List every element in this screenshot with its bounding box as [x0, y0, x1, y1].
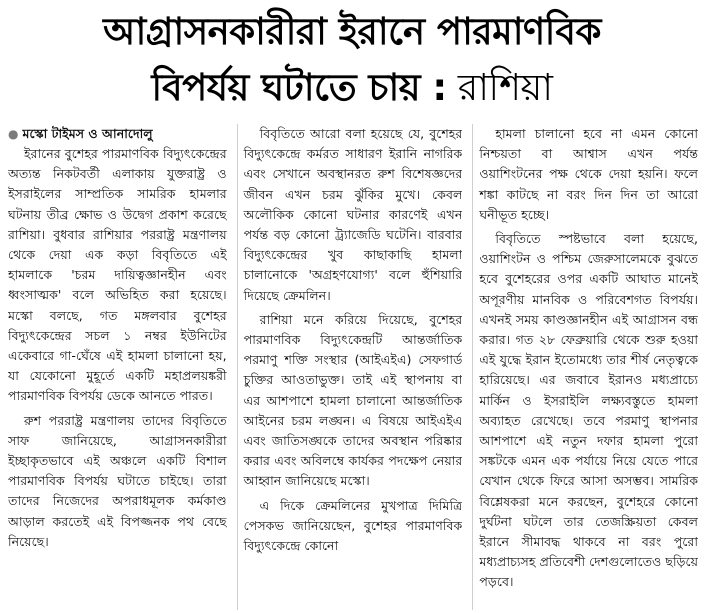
headline	[0, 0, 704, 120]
article-body	[8, 124, 698, 610]
headline-attribution: রাশিয়া	[446, 66, 553, 109]
column-3	[472, 124, 698, 610]
headline-line-2	[0, 60, 704, 116]
headline-main: বিপর্যয় ঘটাতে চায় :	[151, 66, 447, 109]
paragraph: এ দিকে ক্রেমলিনের মুখপাত্র দিমিত্রি পেসকভ জানিয়েছেন, বুশেহর পারমাণবিক বিদ্যুৎকেন্দ্রে কোনো	[243, 497, 463, 554]
paragraph: রাশিয়া মনে করিয়ে দিয়েছে, বুশেহর পারমাণবিক বিদ্যুৎকেন্দ্রটি আন্তর্জাতিক পরমাণু শক্তি সংস্থার (আইএইএ) সেফগার্ড চুক্তির আওতাভুক্ত। তাই এই স্থাপনায় বা এর আশপাশে হামলা চালানো আন্তর্জাতিক আইনের চরম লঙ্ঘন। এ বিষয়ে আইএইএ এবং জাতিসঙ্ঘকে তাদের অবস্থান পরিষ্কার করার এবং অবিলম্বে কার্যকর পদক্ষেপ নেয়ার আহ্বান জানিয়েছে মস্কো।	[243, 311, 463, 489]
bullet-icon: ●	[8, 127, 19, 141]
column-1	[8, 124, 227, 610]
headline-line-1: আগ্রাসনকারীরা ইরানে পারমাণবিক	[103, 10, 601, 53]
paragraph: বিবৃতিতে আরো বলা হয়েছে যে, বুশেহর বিদ্যুৎকেন্দ্রে কর্মরত সাধারণ ইরানি নাগরিক এবং সেখানে অবস্থানরত রুশ বিশেষজ্ঞদের জীবন এখন চরম ঝুঁকির মুখে। কেবল অলৌকিক কোনো ঘটনার কারণেই এখন পর্যন্ত বড় কোনো ট্র্যাজেডি ঘটেনি। বারবার বিদ্যুৎকেন্দ্রের খুব কাছাকাছি হামলা চালানোকে 'অগ্রহণযোগ্য' বলে হুঁশিয়ারি দিয়েছে ক্রেমলিন।	[243, 126, 463, 303]
paragraph: রুশ পররাষ্ট্র মন্ত্রণালয় তাদের বিবৃতিতে সাফ জানিয়েছে, আগ্রাসনকারীরা ইচ্ছাকৃতভাবে এই অঞ্চলে একটি বিশাল পারমাণবিক বিপর্যয় ঘটাতে চাইছে। তারা তাদের নিজেদের অপরাধমূলক কর্মকাণ্ড আড়াল করতেই এই বিপজ্জনক পথ বেছে নিয়েছে।	[8, 412, 227, 549]
dateline-source: মস্কো টাইমস ও আনাদোলু	[22, 126, 153, 141]
dateline	[8, 124, 227, 144]
paragraph: হামলা চালানো হবে না এমন কোনো নিশ্চয়তা বা আশ্বাস এখন পর্যন্ত ওয়াশিংটনের পক্ষ থেকে দেয়া হয়নি। ফলে শঙ্কা কাটছে না বরং দিন দিন তা আরো ঘনীভূত হচ্ছে।	[479, 126, 699, 222]
paragraph: বিবৃতিতে স্পষ্টভাবে বলা হয়েছে, ওয়াশিংটন ও পশ্চিম জেরুসালেমকে বুঝতে হবে বুশেহরের ওপর একটি আঘাত মানেই অপূরণীয় মানবিক ও পরিবেশগত বিপর্যয়। এখনই সময় কাণ্ডজ্ঞানহীন এই আগ্রাসন বন্ধ করার। গত ২৮ ফেব্রুয়ারি থেকে শুরু হওয়া এই যুদ্ধে ইরান ইতোমধ্যে তার শীর্ষ নেতৃত্বকে হারিয়েছে। এর জবাবে ইরানও মধ্যপ্রাচ্যে মার্কিন ও ইসরাইলি লক্ষ্যবস্তুতে হামলা অব্যাহত রেখেছে। তবে পরমাণু স্থাপনার আশপাশে এই নতুন দফার হামলা পুরো সঙ্কটকে এমন এক পর্যায়ে নিয়ে যেতে পারে যেখান থেকে ফিরে আসা অসম্ভব। সামরিক বিশ্লেষকরা মনে করছেন, বুশেহরে কোনো দুর্ঘটনা ঘটলে তার তেজস্ক্রিয়তা কেবল ইরানে সীমাবদ্ধ থাকবে না বরং পুরো মধ্যপ্রাচ্যসহ প্রতিবেশী দেশগুলোতেও ছড়িয়ে পড়বে।	[479, 231, 699, 590]
column-2	[237, 124, 463, 610]
paragraph: ইরানের বুশেহর পারমাণবিক বিদ্যুৎকেন্দ্রের অত্যন্ত নিকটবর্তী এলাকায় যুক্তরাষ্ট্র ও ইসরাইলের সাম্প্রতিক সামরিক হামলার ঘটনায় তীব্র ক্ষোভ ও উদ্বেগ প্রকাশ করেছে রাশিয়া। বুধবার রাশিয়ার পররাষ্ট্র মন্ত্রণালয় থেকে দেয়া এক কড়া বিবৃতিতে এই হামলাকে 'চরম দায়িত্বজ্ঞানহীন এবং ধ্বংসাত্মক' বলে অভিহিত করা হয়েছে। মস্কো বলছে, গত মঙ্গলবার বুশেহর বিদ্যুৎকেন্দ্রের সচল ১ নম্বর ইউনিটের একেবারে গা-ঘেঁষে এই হামলা চালানো হয়, যা যেকোনো মুহূর্তে একটি মহাপ্রলয়ঙ্করী পারমাণবিক বিপর্যয় ডেকে আনতে পারত।	[8, 146, 227, 404]
